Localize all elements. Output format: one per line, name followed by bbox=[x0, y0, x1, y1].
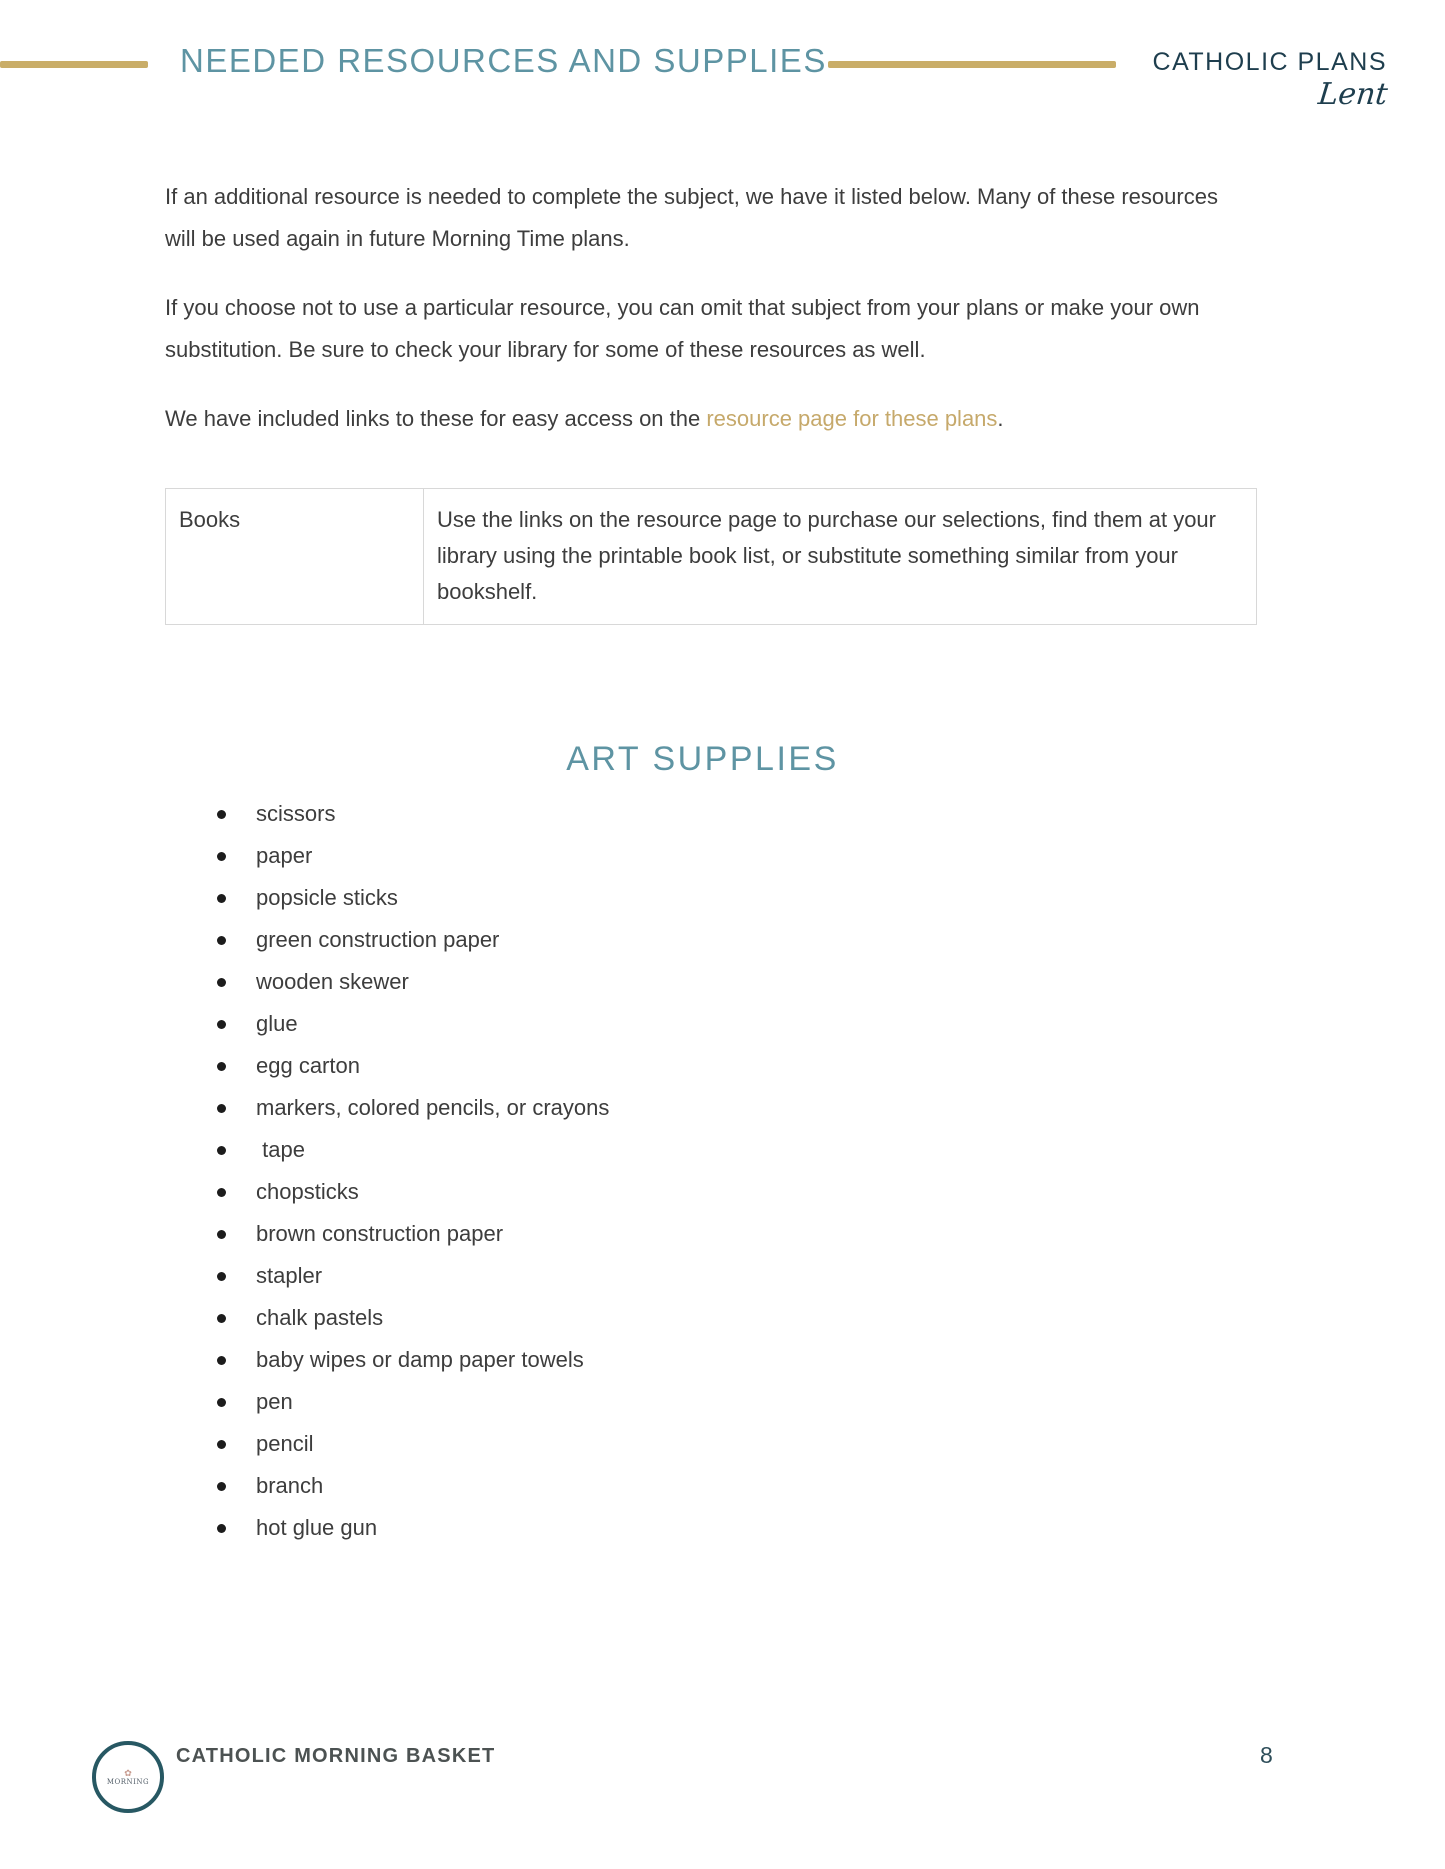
list-item-label: egg carton bbox=[256, 1053, 360, 1078]
bullet-icon bbox=[217, 1230, 226, 1239]
list-item-label: scissors bbox=[256, 801, 336, 826]
bullet-icon bbox=[217, 978, 226, 987]
list-item-label: baby wipes or damp paper towels bbox=[256, 1347, 584, 1372]
intro-paragraph-3-text: We have included links to these for easy access on the bbox=[165, 406, 707, 431]
list-item bbox=[165, 1297, 1240, 1339]
list-item bbox=[165, 1087, 1240, 1129]
logo-flower-icon: ✿ bbox=[124, 1767, 132, 1778]
list-item-label: paper bbox=[256, 843, 313, 868]
footer-brand: CATHOLIC MORNING BASKET bbox=[176, 1745, 496, 1767]
list-item-label: brown construction paper bbox=[256, 1221, 504, 1246]
bullet-icon bbox=[217, 1188, 226, 1197]
list-item bbox=[165, 877, 1240, 919]
bullet-icon bbox=[217, 852, 226, 861]
list-item-label: pencil bbox=[256, 1431, 314, 1456]
list-item-label: wooden skewer bbox=[256, 969, 409, 994]
list-item bbox=[165, 1129, 1240, 1171]
page-number: 8 bbox=[1260, 1742, 1273, 1768]
bullet-icon bbox=[217, 1356, 226, 1365]
list-item bbox=[165, 1003, 1240, 1045]
bullet-icon bbox=[217, 936, 226, 945]
bullet-icon bbox=[217, 810, 226, 819]
bullet-icon bbox=[217, 1482, 226, 1491]
brand-name: CATHOLIC PLANS bbox=[1152, 48, 1387, 76]
art-supplies-list bbox=[165, 793, 1240, 1549]
bullet-icon bbox=[217, 1104, 226, 1113]
list-item-label: stapler bbox=[256, 1263, 323, 1288]
bullet-icon bbox=[217, 1146, 226, 1155]
bullet-icon bbox=[217, 1062, 226, 1071]
intro-paragraph-2: If you choose not to use a particular resource, you can omit that subject from your plans or make your own substitution. Be sure to check your library for some of these resources as well. bbox=[165, 295, 1200, 362]
list-item-label: chalk pastels bbox=[256, 1305, 384, 1330]
list-item-label: markers, colored pencils, or crayons bbox=[256, 1095, 610, 1120]
list-item bbox=[165, 919, 1240, 961]
bullet-icon bbox=[217, 1398, 226, 1407]
list-item-label: green construction paper bbox=[256, 927, 500, 952]
list-item bbox=[165, 1045, 1240, 1087]
header-rule-left bbox=[0, 61, 148, 68]
list-item bbox=[165, 1423, 1240, 1465]
list-item-label: chopsticks bbox=[256, 1179, 359, 1204]
list-item bbox=[165, 1507, 1240, 1549]
list-item bbox=[165, 1255, 1240, 1297]
art-supplies-heading: ART SUPPLIES bbox=[566, 740, 839, 778]
bullet-icon bbox=[217, 1272, 226, 1281]
list-item-label: tape bbox=[256, 1137, 305, 1162]
main-content bbox=[165, 0, 1240, 1549]
morning-basket-logo bbox=[92, 1741, 164, 1813]
bullet-icon bbox=[217, 1440, 226, 1449]
list-item-label: popsicle sticks bbox=[256, 885, 398, 910]
list-item bbox=[165, 961, 1240, 1003]
table-cell-books-text: Use the links on the resource page to purchase our selections, find them at your library using the printable book list, or substitute something similar from your bookshelf. bbox=[437, 507, 1216, 604]
bullet-icon bbox=[217, 1524, 226, 1533]
brand-script-lent: Lent bbox=[1316, 77, 1389, 112]
bullet-icon bbox=[217, 1020, 226, 1029]
list-item bbox=[165, 1465, 1240, 1507]
table-cell-books-label: Books bbox=[166, 489, 424, 624]
logo-text: MORNING bbox=[106, 1777, 150, 1786]
intro-paragraph-3-period: . bbox=[997, 406, 1004, 431]
intro-paragraph-1: If an additional resource is needed to complete the subject, we have it listed below. Many of these resources will be used again in future Morning Time plans. bbox=[165, 184, 1218, 251]
list-item bbox=[165, 835, 1240, 877]
list-item-label: hot glue gun bbox=[256, 1515, 378, 1540]
list-item bbox=[165, 1213, 1240, 1255]
list-item bbox=[165, 1339, 1240, 1381]
list-item-label: pen bbox=[256, 1389, 293, 1414]
bullet-icon bbox=[217, 894, 226, 903]
list-item-label: glue bbox=[256, 1011, 298, 1036]
list-item bbox=[165, 793, 1240, 835]
page-title: NEEDED RESOURCES AND SUPPLIES bbox=[180, 42, 827, 79]
resources-table bbox=[165, 488, 1257, 625]
intro-paragraph-3 bbox=[165, 398, 1240, 440]
list-item bbox=[165, 1381, 1240, 1423]
list-item-label: branch bbox=[256, 1473, 324, 1498]
bullet-icon bbox=[217, 1314, 226, 1323]
list-item bbox=[165, 1171, 1240, 1213]
resource-page-link[interactable]: resource page for these plans bbox=[706, 406, 998, 431]
